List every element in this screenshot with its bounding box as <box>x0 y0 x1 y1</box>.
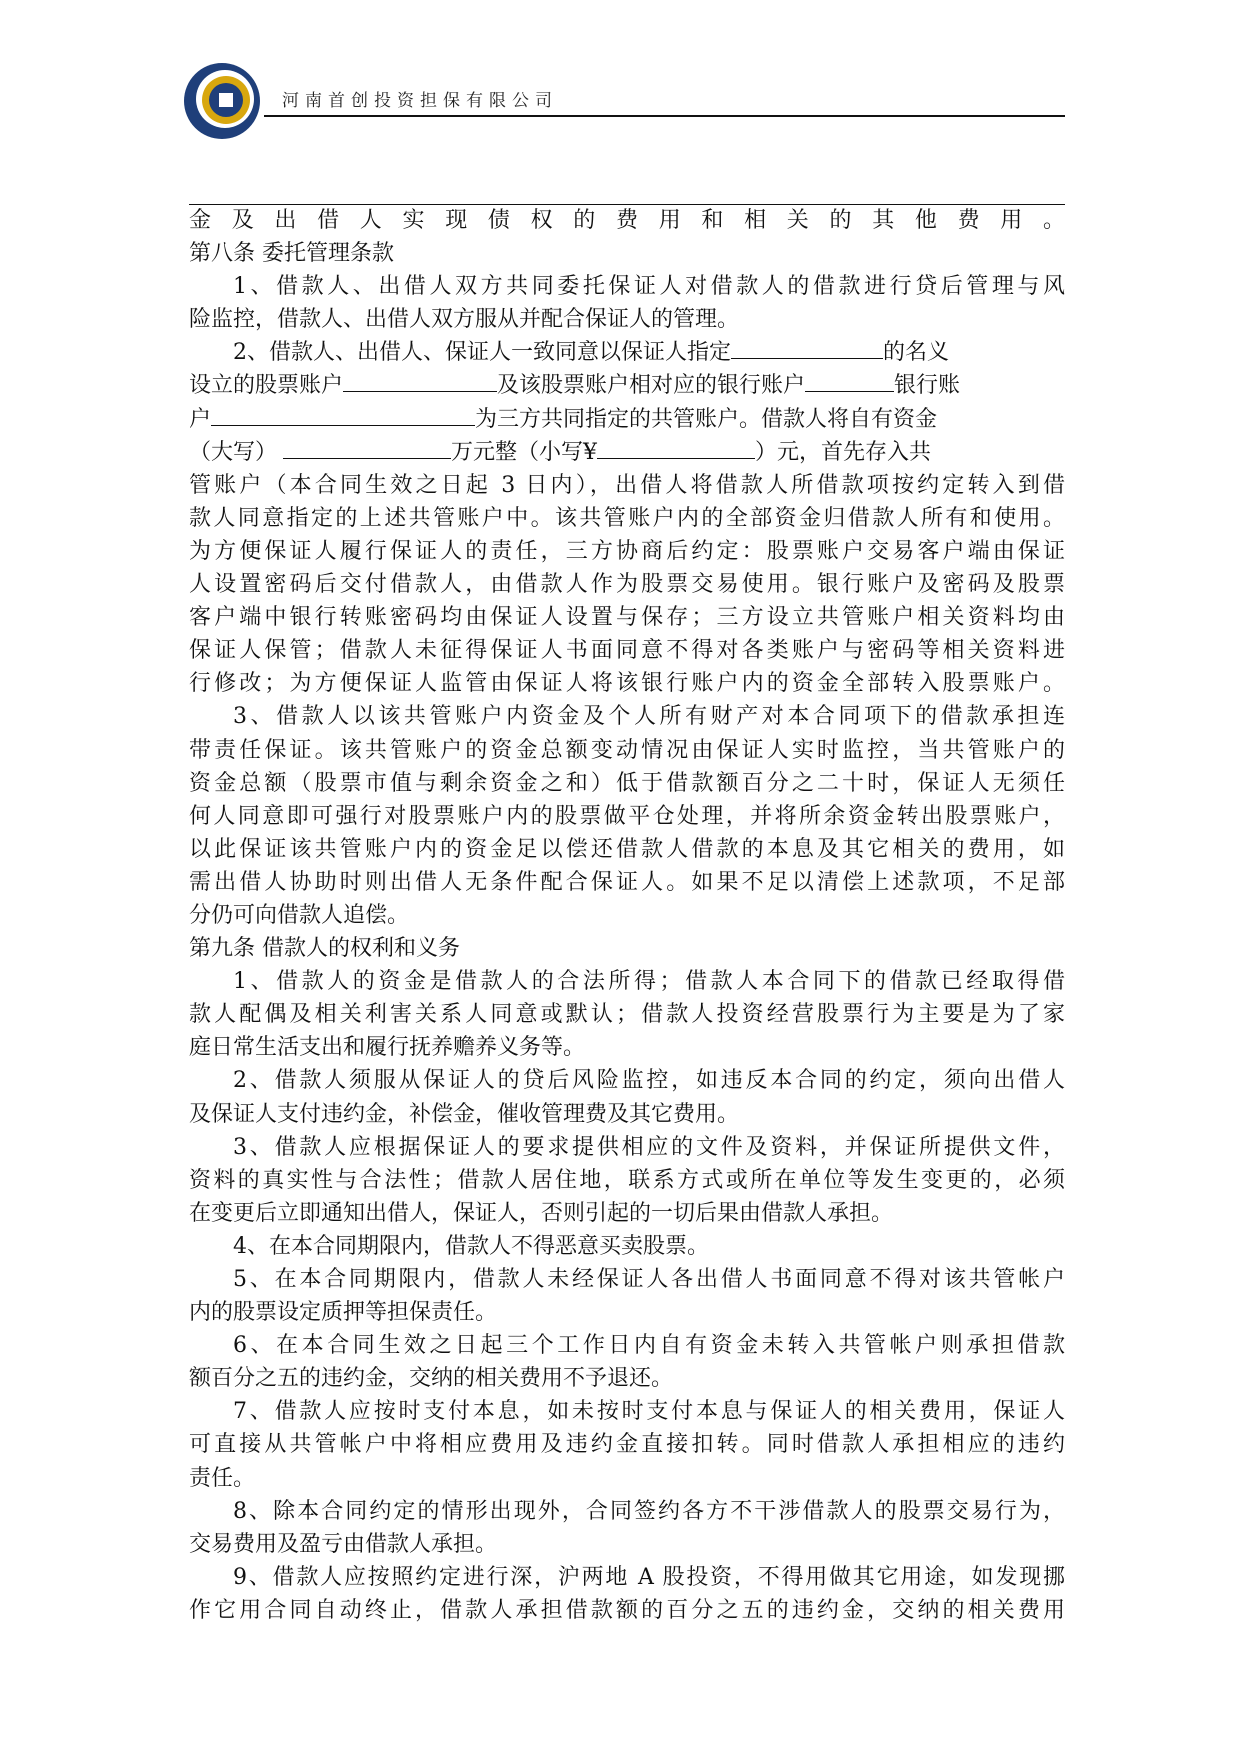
blank-field <box>805 370 894 392</box>
text-line: 带责任保证。该共管账户的资金总额变动情况由保证人实时监控，当共管账户的 <box>189 737 1065 763</box>
text-line: 资料的真实性与合法性；借款人居住地，联系方式或所在单位等发生变更的，必须 <box>189 1167 1065 1193</box>
text-line: 保证人保管；借款人未征得保证人书面同意不得对各类账户与密码等相关资料进 <box>189 638 1065 664</box>
text-line: 以此保证该共管账户内的资金足以偿还借款人借款的本息及其它相关的费用，如 <box>189 836 1065 862</box>
text-line: 行修改；为方便保证人监管由保证人将该银行账户内的资金全部转入股票账户。 <box>189 671 1065 697</box>
text-line: 管账户（本合同生效之日起 3 日内），出借人将借款人所借款项按约定转入到借 <box>189 472 1065 498</box>
company-logo-icon <box>183 62 261 140</box>
article-9-heading: 第九条 借款人的权利和义务 <box>189 936 460 962</box>
text-segment: 银行账 <box>894 373 961 399</box>
text-line: 2、借款人须服从保证人的贷后风险监控，如违反本合同的约定，须向出借人 <box>233 1068 1065 1094</box>
text-line: 9、借款人应按照约定进行深，沪两地 A 股投资，不得用做其它用途，如发现挪 <box>233 1564 1065 1590</box>
text-line <box>189 336 1065 369</box>
text-line: 5、在本合同期限内，借款人未经保证人各出借人书面同意不得对该共管帐户 <box>233 1267 1065 1292</box>
blank-field <box>343 370 497 392</box>
text-line: 4、在本合同期限内，借款人不得恶意买卖股票。 <box>233 1233 709 1259</box>
text-line: 额百分之五的违约金，交纳的相关费用不予退还。 <box>189 1366 674 1392</box>
blank-field <box>283 437 451 459</box>
text-segment: 的名义 <box>883 340 950 366</box>
text-line <box>189 436 1065 469</box>
text-line: 责任。 <box>189 1465 256 1491</box>
text-line: 作它用合同自动终止，借款人承担借款额的百分之五的违约金，交纳的相关费用 <box>189 1597 1065 1623</box>
text-line: 3、借款人以该共管账户内资金及个人所有财产对本合同项下的借款承担连 <box>233 704 1065 730</box>
blank-field <box>597 437 755 459</box>
text-line: 款人同意指定的上述共管账户中。该共管账户内的全部资金归借款人所有和使用。 <box>189 505 1065 531</box>
text-segment: 为三方共同指定的共管账户。借款人将自有资金 <box>475 406 938 432</box>
text-line: 交易费用及盈亏由借款人承担。 <box>189 1531 498 1557</box>
text-segment: （大写） <box>189 439 278 465</box>
company-name: 河南首创投资担保有限公司 <box>282 91 558 111</box>
text-line: 1、借款人的资金是借款人的合法所得；借款人本合同下的借款已经取得借 <box>233 969 1065 995</box>
text-line: 资金总额（股票市值与剩余资金之和）低于借款额百分之二十时，保证人无须任 <box>189 770 1065 796</box>
text-line: 分仍可向借款人追偿。 <box>189 902 410 928</box>
text-line: 7、借款人应按时支付本息，如未按时支付本息与保证人的相关费用，保证人 <box>233 1399 1065 1425</box>
text-line: 内的股票设定质押等担保责任。 <box>189 1300 498 1326</box>
text-line: 需出借人协助时则出借人无条件配合保证人。如果不足以清偿上述款项，不足部 <box>189 869 1065 895</box>
text-segment: 2、借款人、出借人、保证人一致同意以保证人指定 <box>233 340 731 366</box>
blank-field <box>211 404 475 426</box>
text-segment: ）元，首先存入共 <box>755 439 932 465</box>
text-line: 款人配偶及相关利害关系人同意或默认；借款人投资经营股票行为主要是为了家 <box>189 1002 1065 1028</box>
text-line: 6、在本合同生效之日起三个工作日内自有资金未转入共管帐户则承担借款 <box>233 1333 1065 1359</box>
text-line <box>189 369 1065 402</box>
header-rule <box>264 115 1065 117</box>
text-line <box>189 403 1065 436</box>
text-line: 何人同意即可强行对股票账户内的股票做平仓处理，并将所余资金转出股票账户， <box>189 803 1065 829</box>
contract-body <box>189 204 1065 1627</box>
text-line: 庭日常生活支出和履行抚养赡养义务等。 <box>189 1035 586 1061</box>
text-line: 3、借款人应根据保证人的要求提供相应的文件及资料，并保证所提供文件， <box>233 1134 1065 1160</box>
text-line: 1、借款人、出借人双方共同委托保证人对借款人的借款进行贷后管理与风 <box>233 274 1065 300</box>
text-line: 为方便保证人履行保证人的责任，三方协商后约定：股票账户交易客户端由保证 <box>189 538 1065 564</box>
text-line: 8、除本合同约定的情形出现外，合同签约各方不干涉借款人的股票交易行为， <box>233 1498 1065 1524</box>
text-segment: 设立的股票账户 <box>189 373 344 399</box>
text-line: 可直接从共管帐户中将相应费用及违约金直接扣转。同时借款人承担相应的违约 <box>189 1432 1065 1458</box>
text-line: 金及出借人实现债权的费用和相关的其他费用。 <box>189 208 1065 233</box>
text-line: 客户端中银行转账密码均由保证人设置与保存；三方设立共管账户相关资料均由 <box>189 605 1065 631</box>
text-line: 人设置密码后交付借款人，由借款人作为股票交易使用。银行账户及密码及股票 <box>189 572 1065 598</box>
text-line: 及保证人支付违约金，补偿金，催收管理费及其它费用。 <box>189 1101 740 1127</box>
blank-field <box>731 337 883 359</box>
text-line: 在变更后立即通知出借人，保证人，否则引起的一切后果由借款人承担。 <box>189 1200 894 1226</box>
article-8-heading: 第八条 委托管理条款 <box>189 241 394 267</box>
text-line: 险监控，借款人、出借人双方服从并配合保证人的管理。 <box>189 307 740 333</box>
text-segment: 户 <box>189 406 212 432</box>
text-segment: 万元整（小写¥ <box>451 439 598 465</box>
text-segment: 及该股票账户相对应的银行账户 <box>497 373 806 399</box>
